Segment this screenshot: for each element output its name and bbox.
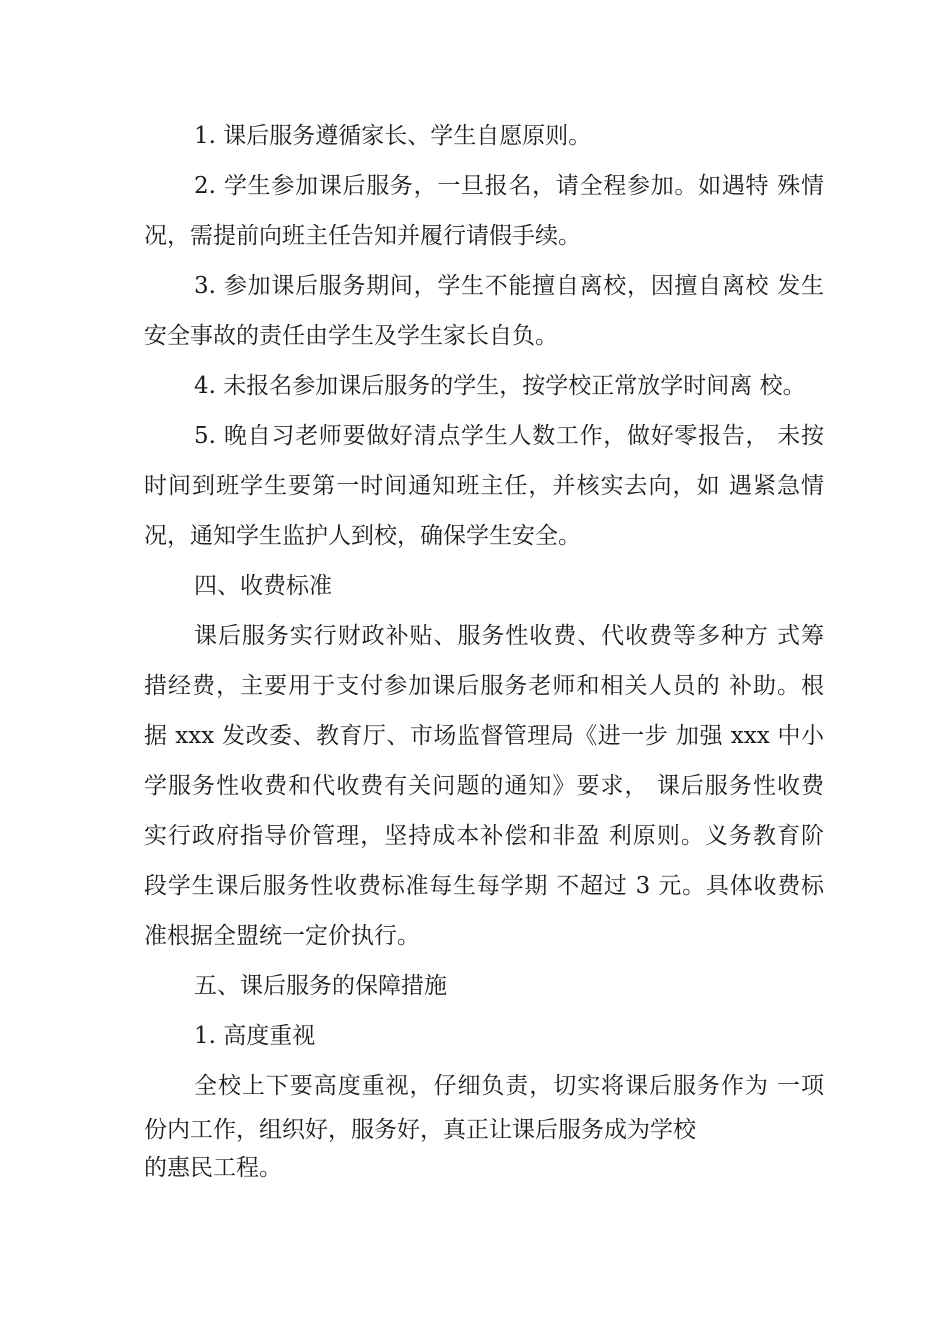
measure-paragraph-line-2: 份内工作，组织好，服务好，真正让课后服务成为学校 <box>144 1117 696 1143</box>
rule-5-line-1: 5. 晚自习老师要做好清点学生人数工作，做好零报告， 未按 <box>194 423 824 449</box>
subheading-1: 1. 高度重视 <box>194 1023 316 1049</box>
section-four-heading: 四、收费标准 <box>194 573 332 599</box>
rule-3-line-1: 3. 参加课后服务期间，学生不能擅自离校，因擅自离校 发生 <box>194 273 824 299</box>
fee-paragraph-line-5: 实行政府指导价管理，坚持成本补偿和非盈 利原则。义务教育阶 <box>144 823 824 849</box>
fee-paragraph-line-1: 课后服务实行财政补贴、服务性收费、代收费等多种方 式筹 <box>194 623 824 649</box>
section-five-heading: 五、课后服务的保障措施 <box>194 973 447 999</box>
rule-5-line-3: 况，通知学生监护人到校，确保学生安全。 <box>144 523 581 549</box>
fee-paragraph-line-4: 学服务性收费和代收费有关问题的通知》要求， 课后服务性收费 <box>144 773 824 799</box>
fee-paragraph-line-6: 段学生课后服务性收费标准每生每学期 不超过 3 元。具体收费标 <box>144 873 824 899</box>
measure-paragraph-line-1: 全校上下要高度重视，仔细负责，切实将课后服务作为 一项 <box>194 1073 824 1099</box>
rule-2-line-1: 2. 学生参加课后服务，一旦报名，请全程参加。如遇特 殊情 <box>194 173 824 199</box>
fee-paragraph-line-3: 据 xxx 发改委、教育厅、市场监督管理局《进一步 加强 xxx 中小 <box>144 723 824 749</box>
rule-2-line-2: 况，需提前向班主任告知并履行请假手续。 <box>144 223 581 249</box>
fee-paragraph-line-2: 措经费，主要用于支付参加课后服务老师和相关人员的 补助。根 <box>144 673 824 699</box>
rule-5-line-2: 时间到班学生要第一时间通知班主任，并核实去向，如 遇紧急情 <box>144 473 824 499</box>
rule-3-line-2: 安全事故的责任由学生及学生家长自负。 <box>144 323 558 349</box>
rule-1-line: 1. 课后服务遵循家长、学生自愿原则。 <box>194 123 592 149</box>
document-body <box>144 111 824 1187</box>
measure-paragraph-line-3: 的惠民工程。 <box>144 1155 282 1181</box>
fee-paragraph-line-7: 准根据全盟统一定价执行。 <box>144 923 420 949</box>
rule-4-line: 4. 未报名参加课后服务的学生，按学校正常放学时间离 校。 <box>194 373 806 399</box>
